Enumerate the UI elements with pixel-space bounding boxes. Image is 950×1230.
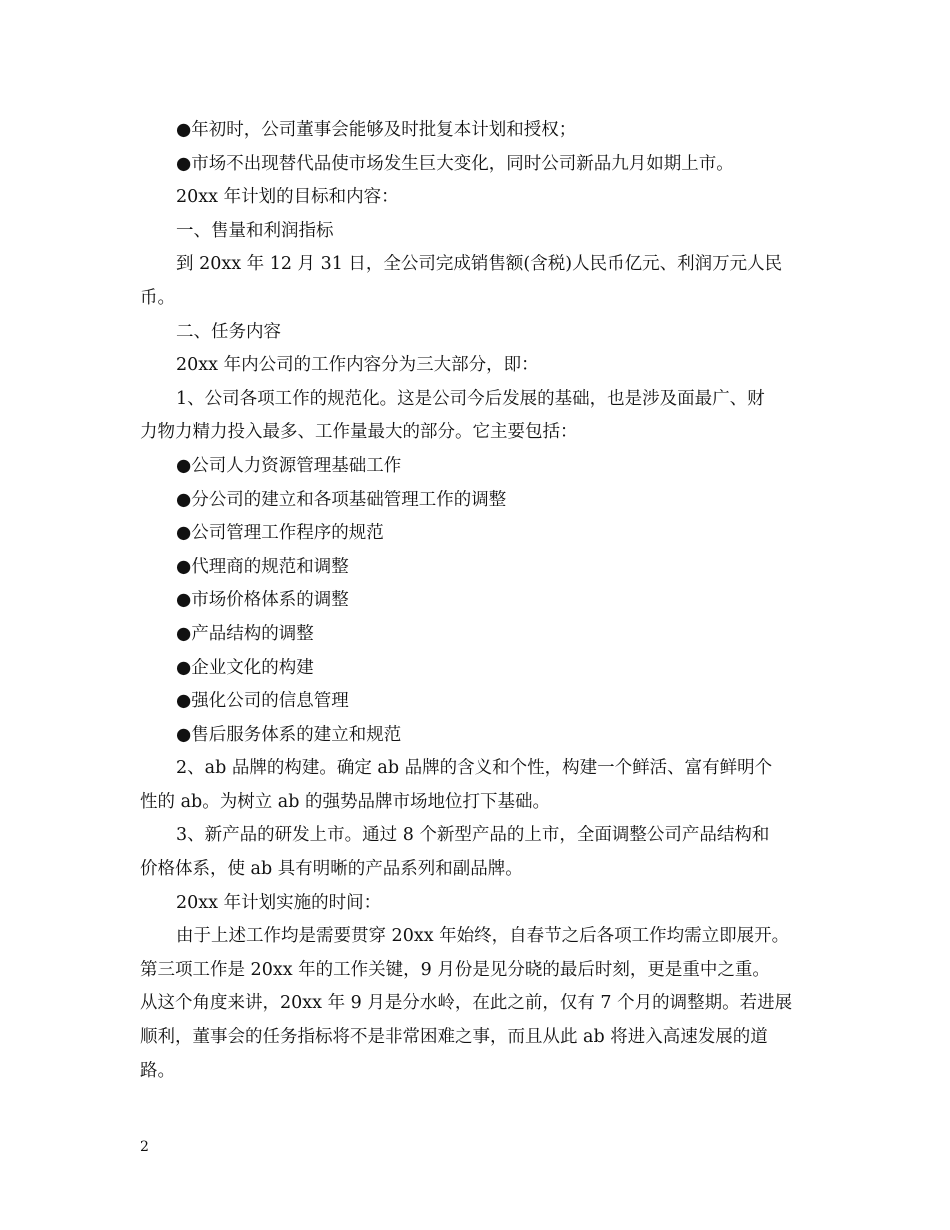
- text-line: 性的 ab。为树立 ab 的强势品牌市场地位打下基础。: [140, 791, 550, 812]
- text-line: ●市场价格体系的调整: [176, 590, 349, 611]
- document-body: [140, 114, 812, 1088]
- text-line: ●公司管理工作程序的规范: [176, 523, 384, 544]
- text-line: ●市场不出现替代品使市场发生巨大变化，同时公司新品九月如期上市。: [176, 153, 734, 174]
- text-line: ●售后服务体系的建立和规范: [176, 724, 402, 745]
- text-line: 20xx 年内公司的工作内容分为三大部分，即：: [176, 355, 539, 376]
- text-line: 1、公司各项工作的规范化。这是公司今后发展的基础，也是涉及面最广、财: [176, 388, 765, 409]
- text-line: 顺利，董事会的任务指标将不是非常困难之事，而且从此 ab 将进入高速发展的道: [140, 1027, 768, 1048]
- text-line: 力物力精力投入最多、工作量最大的部分。它主要包括：: [140, 422, 578, 443]
- text-line: 二、任务内容: [176, 321, 281, 342]
- text-line: 一、售量和利润指标: [176, 220, 334, 241]
- text-line: ●年初时，公司董事会能够及时批复本计划和授权；: [176, 120, 577, 140]
- text-line: 3、新产品的研发上市。通过 8 个新型产品的上市，全面调整公司产品结构和: [176, 825, 770, 846]
- text-line: 价格体系，使 ab 具有明晰的产品系列和副品牌。: [140, 859, 523, 880]
- text-line: 20xx 年计划的目标和内容：: [176, 187, 399, 208]
- text-line: ●代理商的规范和调整: [176, 556, 349, 577]
- text-line: ●分公司的建立和各项基础管理工作的调整: [176, 489, 507, 510]
- text-line: ●公司人力资源管理基础工作: [176, 455, 402, 476]
- text-line: 路。: [140, 1060, 175, 1081]
- text-line: 币。: [140, 287, 175, 308]
- page-number: 2: [140, 1139, 149, 1155]
- text-line: 从这个角度来讲，20xx 年 9 月是分水岭，在此之前，仅有 7 个月的调整期。若进展: [140, 993, 793, 1014]
- text-line: 20xx 年计划实施的时间：: [176, 892, 382, 913]
- text-line: 2、ab 品牌的构建。确定 ab 品牌的含义和个性，构建一个鲜活、富有鲜明个: [176, 758, 773, 779]
- text-line: 第三项工作是 20xx 年的工作关键，9 月份是见分晓的最后时刻，更是重中之重。: [140, 959, 770, 980]
- text-line: ●强化公司的信息管理: [176, 691, 349, 712]
- text-line: ●企业文化的构建: [176, 657, 314, 678]
- text-line: 到 20xx 年 12 月 31 日，全公司完成销售额(含税)人民币亿元、利润万元人民: [176, 254, 783, 275]
- text-line: ●产品结构的调整: [176, 623, 314, 644]
- text-line: 由于上述工作均是需要贯穿 20xx 年始终，自春节之后各项工作均需立即展开。: [176, 926, 790, 947]
